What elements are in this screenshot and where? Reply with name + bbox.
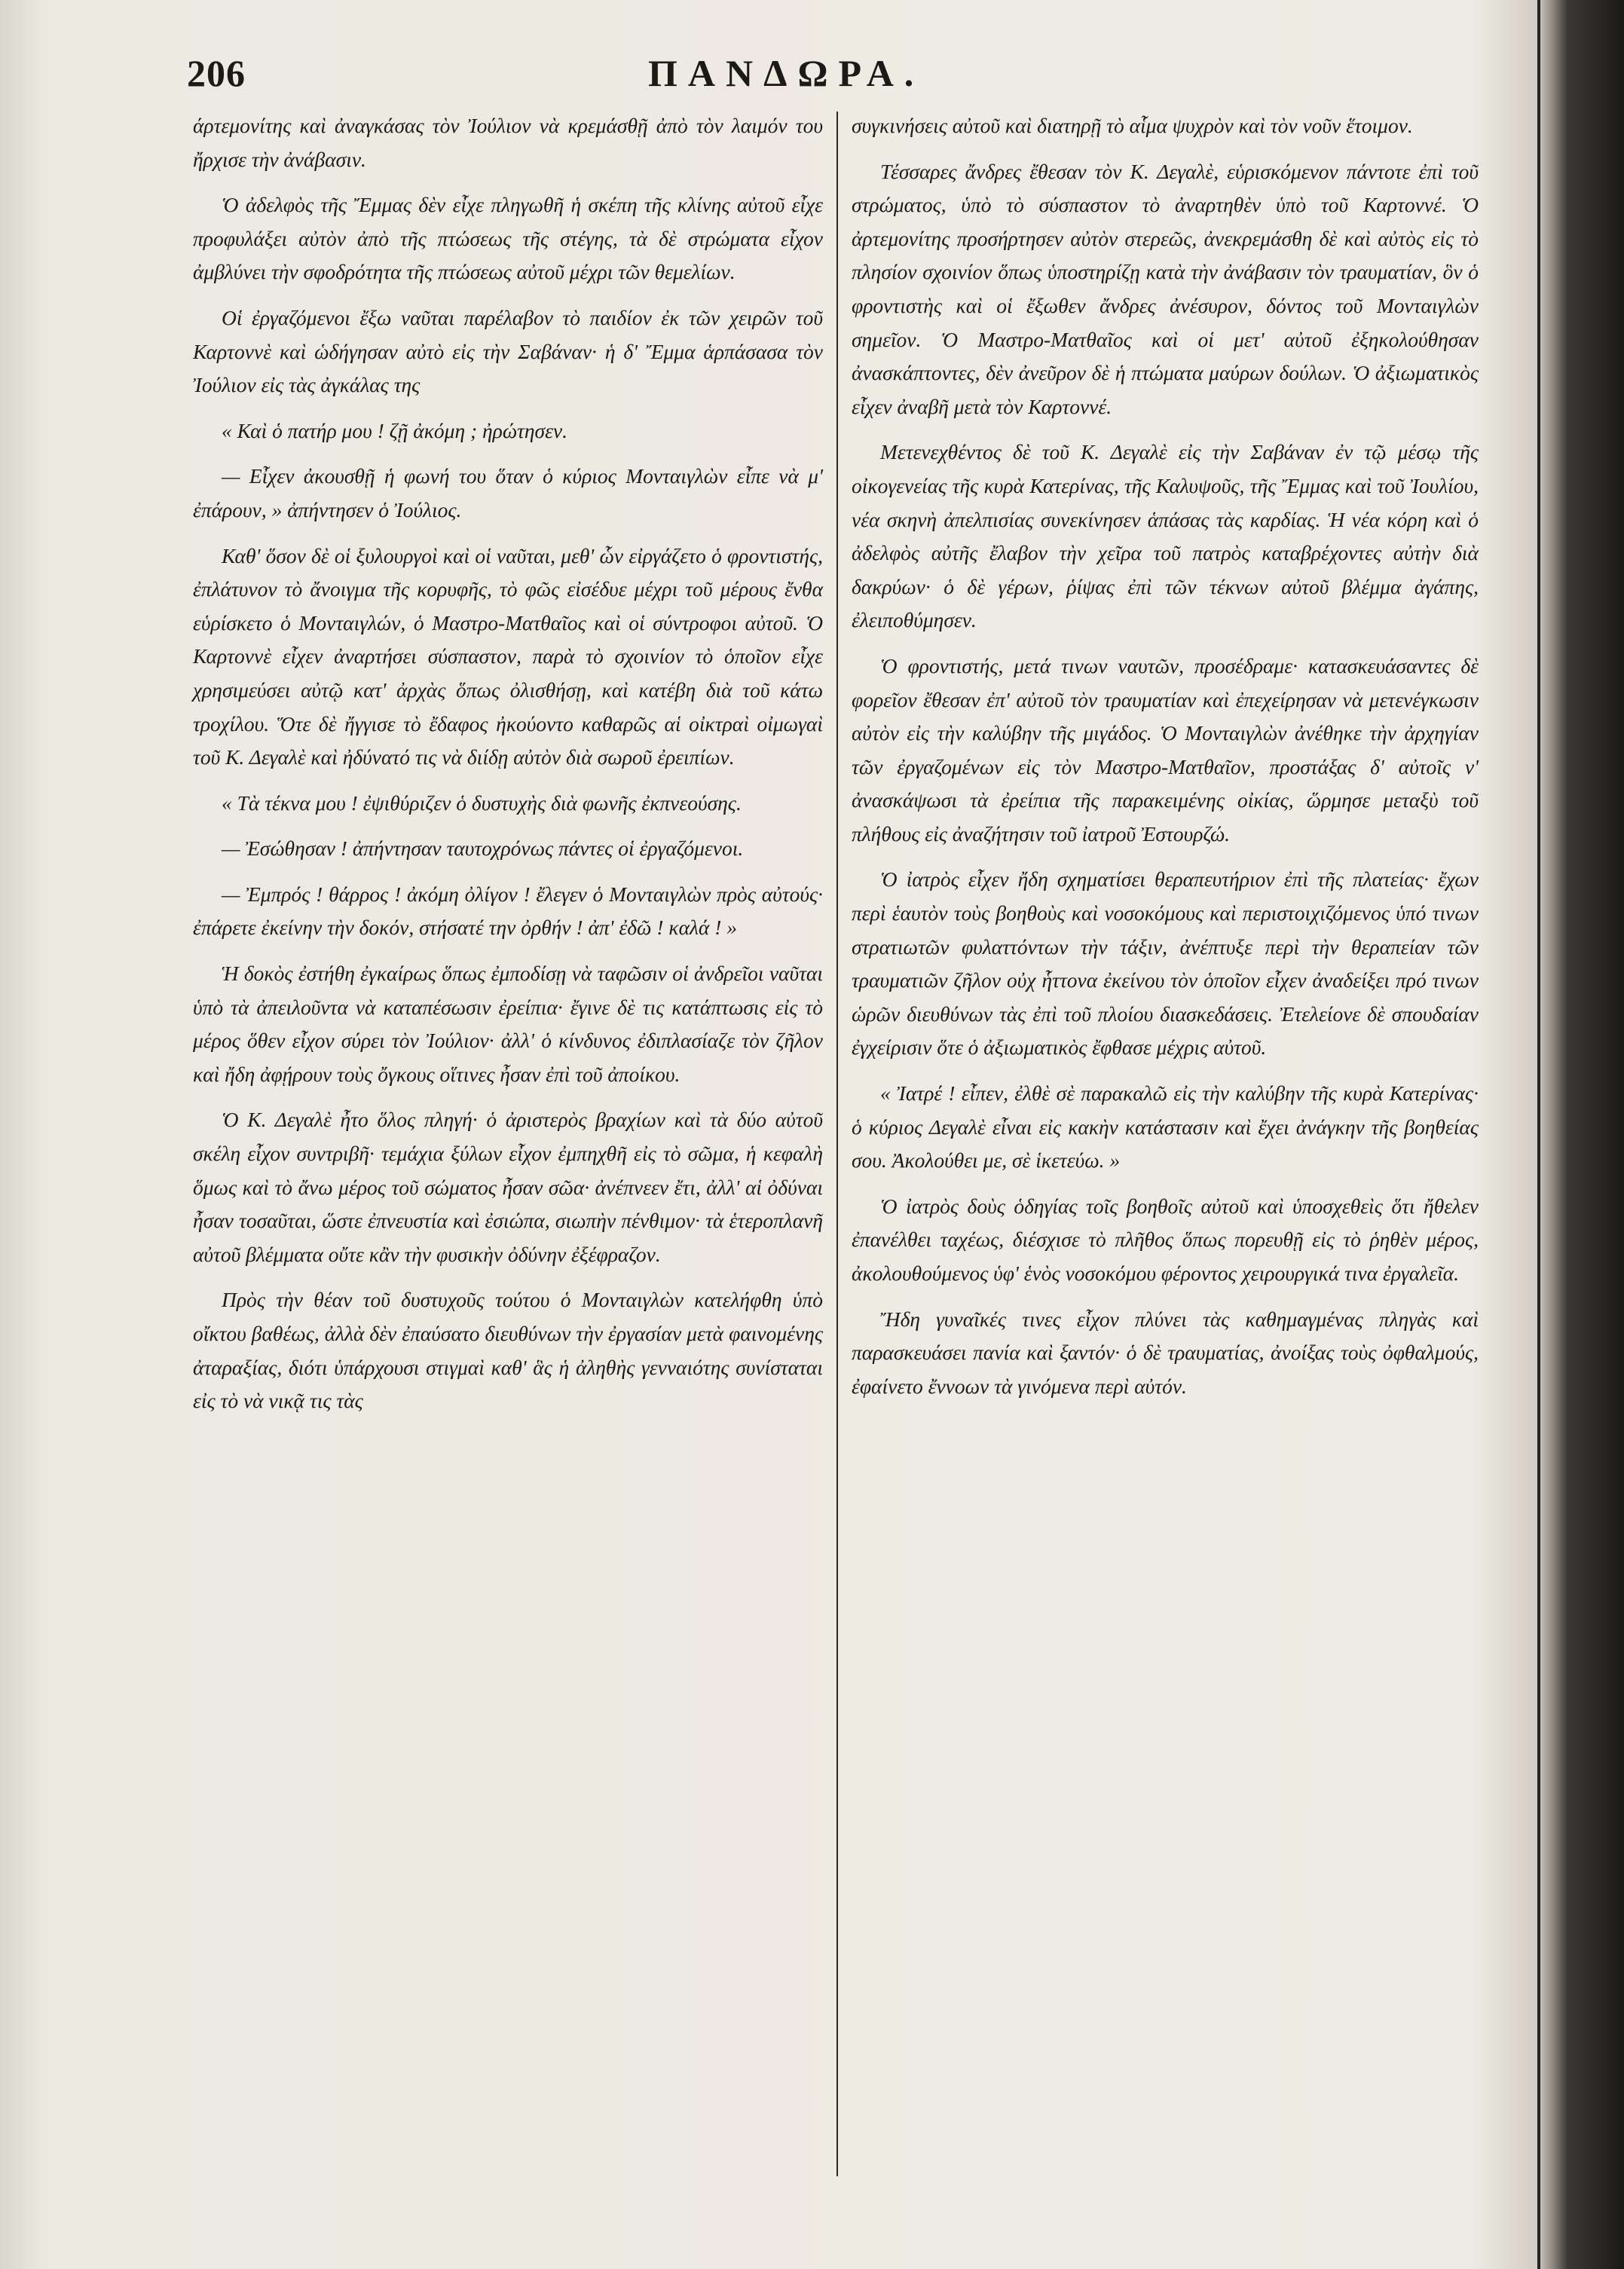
paragraph: Ὁ Κ. Δεγαλὲ ἦτο ὅλος πληγή· ὁ ἀριστερὸς βραχίων καὶ τὰ δύο αὐτοῦ σκέλη εἶχον συντριβῆ· τεμάχια ξύλων εἶχον ἐμπηχθῆ εἰς τὸ σῶμα, ἡ κεφαλὴ ὅμως καὶ τὸ ἄνω μέρος τοῦ σώματος ἦσαν σῶα· ἀνέπνεεν ἔτι, ἀλλ' αἱ ὀδύναι ἦσαν τοσαῦται, ὥστε ἐπνευστία καὶ ἐσιώπα, σιωπὴν πένθιμον· τὰ ἑτεροπλανῆ αὐτοῦ βλέμματα οὔτε κἂν τὴν φυσικὴν ὀδύνην ἐξέφραζον.	[193, 1108, 823, 1266]
page-edge-shadow	[1537, 0, 1540, 2269]
page-number: 206	[187, 52, 246, 94]
paragraph: « Ἰατρέ ! εἶπεν, ἐλθὲ σὲ παρακαλῶ εἰς τὴν καλύβην τῆς κυρὰ Κατερίνας· ὁ κύριος Δεγαλὲ εἶναι εἰς κακὴν κατάστασιν καὶ ἔχει ἀνάγκην τῆς βοηθείας σου. Ἀκολούθει με, σὲ ἱκετεύω. »	[852, 1081, 1479, 1173]
paragraph: συγκινήσεις αὐτοῦ καὶ διατηρῇ τὸ αἷμα ψυχρὸν καὶ τὸν νοῦν ἕτοιμον.	[852, 114, 1413, 137]
page-header	[0, 45, 1537, 98]
paragraph: « Τὰ τέκνα μου ! ἐψιθύριζεν ὁ δυστυχὴς διὰ φωνῆς ἐκπνεούσης.	[222, 790, 742, 815]
running-title: ΠΑΝΔΩΡΑ.	[648, 52, 925, 94]
paragraph: άρτεμονίτης καὶ ἀναγκάσας τὸν Ἰούλιον νὰ κρεμάσθῇ ἀπὸ τὸν λαιμόν του ἤρχισε τὴν ἀνάβασιν.	[193, 114, 823, 171]
paragraph: Ἡ δοκὸς ἐστήθη ἐγκαίρως ὅπως ἐμποδίσῃ νὰ ταφῶσιν οἱ ἀνδρεῖοι ναῦται ὑπὸ τὰ ἀπειλοῦντα νὰ καταπέσωσιν ἐρείπια· ἔγινε δὲ τις κατάπτωσις εἰς τὸ μέρος ὅθεν εἶχον σύρει τὸν Ἰούλιον· ἀλλ' ὁ κίνδυνος ἐδιπλασίαζε τὸν ζῆλον καὶ ἤδη ἀφῄρουν τοὺς ὄγκους οἵτινες ἦσαν ἐπὶ τοῦ ἀποίκου.	[193, 962, 823, 1086]
paragraph: Ὁ φροντιστής, μετά τινων ναυτῶν, προσέδραμε· κατασκευάσαντες δὲ φορεῖον ἔθεσαν ἐπ' αὐτοῦ τὸν τραυματίαν καὶ ἐπεχείρησαν νὰ μετενέγκωσιν αὐτὸν εἰς τὴν καλύβην τῆς μιγάδος. Ὁ Μονταιγλὼν ἀνέθηκε τὴν ἀρχηγίαν τῶν ἐργαζομένων εἰς τὸν Μαστρο-Ματθαῖον, προστάξας δ' αὐτοῖς ν' ἀνασκάψωσι τὰ ἐρείπια τῆς παρακειμένης οἰκίας, ὥρμησε μεταξὺ τοῦ πλήθους εἰς ἀναζήτησιν τοῦ ἰατροῦ Ἐστουρζώ.	[852, 653, 1479, 846]
paragraph: Ὁ ἰατρὸς δοὺς ὁδηγίας τοῖς βοηθοῖς αὐτοῦ καὶ ὑποσχεθεὶς ὅτι ἤθελεν ἐπανέλθει ταχέως, διέσχισε τὸ πλῆθος ὅπως πορευθῇ εἰς τὸ ῥηθὲν μέρος, ἀκολουθούμενος ὑφ' ἑνὸς νοσοκόμου φέροντος χειρουργικά τινα ἐργαλεῖα.	[852, 1194, 1479, 1285]
paragraph: Ἤδη γυναῖκές τινες εἶχον πλύνει τὰς καθημαγμένας πληγὰς καὶ παρασκευάσει πανία καὶ ξαντόν· ὁ δὲ τραυματίας, ἀνοίξας τοὺς ὀφθαλμούς, ἐφαίνετο ἔννοων τὰ γινόμενα περὶ αὐτόν.	[852, 1307, 1479, 1398]
paragraph: Οἱ ἐργαζόμενοι ἔξω ναῦται παρέλαβον τὸ παιδίον ἐκ τῶν χειρῶν τοῦ Καρτοννὲ καὶ ὡδήγησαν αὐτὸ εἰς τὴν Σαβάναν· ἡ δ' Ἔμμα ἁρπάσασα τὸν Ἰούλιον εἰς τὰς ἀγκάλας της	[193, 305, 823, 397]
paragraph: Τέσσαρες ἄνδρες ἔθεσαν τὸν Κ. Δεγαλὲ, εὑρισκόμενον πάντοτε ἐπὶ τοῦ στρώματος, ὑπὸ τὸ σύσπαστον τὸ ἀναρτηθὲν ὑπὸ τοῦ Καρτοννέ. Ὁ ἀρτεμονίτης προσήρτησεν αὐτὸν στερεῶς, ἀνεκρεμάσθη δὲ καὶ αὐτὸς εἰς τὸ πλησίον σχοινίον ὅπως ὑποστηρίζῃ κατὰ τὴν ἀνάβασιν τὸν τραυματίαν, ὃν ὁ φροντιστὴς καὶ οἱ ἔξωθεν ἄνδρες ἀνέσυρον, δόντος τοῦ Μονταιγλὼν σημεῖον. Ὁ Μαστρο-Ματθαῖος καὶ οἱ μετ' αὐτοῦ ἐξηκολούθησαν ἀνασκάπτοντες, δὲν ἀνεῦρον δὲ ἡ πτώματα μαύρων δούλων. Ὁ ἀξιωματικὸς εἶχεν ἀναβῆ μετὰ τὸν Καρτοννέ.	[852, 159, 1479, 418]
paragraph: Ὁ ἀδελφὸς τῆς Ἔμμας δὲν εἶχε πληγωθῆ ἡ σκέπη τῆς κλίνης αὐτοῦ εἶχε προφυλάξει αὐτὸν ἀπὸ τῆς πτώσεως τῆς στέγης, τὰ δὲ στρώματα εἶχον ἀμβλύνει τὴν σφοδρότητα τῆς πτώσεως αὐτοῦ μέχρι τῶν θεμελίων.	[193, 193, 823, 284]
paragraph: Μετενεχθέντος δὲ τοῦ Κ. Δεγαλὲ εἰς τὴν Σαβάναν ἐν τῷ μέσῳ τῆς οἰκογενείας τῆς κυρὰ Κατερίνας, τῆς Καλυψοῦς, τῆς Ἔμμας καὶ τοῦ Ἰουλίου, νέα σκηνὴ ἀπελπισίας συνεκίνησεν ἁπάσας τὰς καρδίας. Ἡ νέα κόρη καὶ ὁ ἀδελφὸς αὐτῆς ἔλαβον τὴν χεῖρα τοῦ πατρὸς καταβρέχοντες αὐτὴν διὰ δακρύων· ὁ δὲ γέρων, ῥίψας ἐπὶ τῶν τέκνων αὐτοῦ βλέμμα ἀγάπης, ἐλειποθύμησεν.	[852, 440, 1479, 632]
column-divider	[836, 112, 838, 2176]
paragraph: — Ἐσώθησαν ! ἀπήντησαν ταυτοχρόνως πάντες οἱ ἐργαζόμενοι.	[222, 836, 744, 861]
paragraph: — Εἶχεν ἀκουσθῇ ἡ φωνή του ὅταν ὁ κύριος Μονταιγλὼν εἶπε νὰ μ' ἐπάρουν, » ἀπήντησεν ὁ Ἰούλιος.	[193, 464, 823, 521]
paragraph: — Ἐμπρός ! θάρρος ! ἀκόμη ὀλίγον ! ἔλεγεν ὁ Μονταιγλὼν πρὸς αὐτούς· ἐπάρετε ἐκείνην τὴν δοκόν, στήσατέ την ὀρθήν ! ἀπ' ἐδῶ ! καλά ! »	[193, 882, 823, 940]
paragraph: Πρὸς τὴν θέαν τοῦ δυστυχοῦς τούτου ὁ Μονταιγλὼν κατελήφθη ὑπὸ οἴκτου βαθέως, ἀλλὰ δὲν ἐπαύσατο διευθύνων τὴν ἐργασίαν μετὰ φαινομένης ἀταραξίας, διότι ὑπάρχουσι στιγμαὶ καθ' ἃς ἡ ἀληθὴς γενναιότης συνίσταται εἰς τὸ νὰ νικᾷ τις τὰς	[193, 1288, 823, 1413]
left-column	[193, 109, 823, 1430]
paragraph: « Καὶ ὁ πατήρ μου ! ζῇ ἀκόμη ; ἠρώτησεν.	[222, 418, 567, 442]
paragraph: Ὁ ἰατρὸς εἶχεν ἤδη σχηματίσει θεραπευτήριον ἐπὶ τῆς πλατείας· ἔχων περὶ ἑαυτὸν τοὺς βοηθοὺς καὶ νοσοκόμους καὶ περιστοιχιζόμενος ὑπό τινων στρατιωτῶν φυλαττόντων τὴν τάξιν, ἀνέπτυξε περὶ τὴν θεραπείαν τῶν τραυματιῶν ζῆλον οὐχ ἧττονα ἐκείνου τὸν ὁποῖον εἶχεν ἀναδείξει πρό τινων ὡρῶν διευθύνων τὰς ἐπὶ τοῦ πλοίου διασκεδάσεις. Ἐτελείονε δὲ σπουδαίαν ἐγχείρισιν ὅτε ὁ ἀξιωματικὸς ἔφθασε μέχρις αὐτοῦ.	[852, 867, 1479, 1060]
right-column	[852, 109, 1479, 1415]
paragraph: Καθ' ὅσον δὲ οἱ ξυλουργοὶ καὶ οἱ ναῦται, μεθ' ὧν εἰργάζετο ὁ φροντιστής, ἐπλάτυνον τὸ ἄνοιγμα τῆς κορυφῆς, τὸ φῶς εἰσέδυε μέχρι τοῦ μέρους ἔνθα εὑρίσκετο ὁ Μονταιγλών, ὁ Μαστρο-Ματθαῖος καὶ οἱ σύντροφοι αὐτοῦ. Ὁ Καρτοννὲ εἶχεν ἀναρτήσει σύσπαστον, παρὰ τὸ σχοινίον τὸ ὁποῖον εἶχε χρησιμεύσει αὐτῷ κατ' ἀρχὰς ὅπως ὀλισθήσῃ, καὶ κατέβη διὰ τοῦ κάτω τροχίλου. Ὅτε δὲ ἤγγισε τὸ ἔδαφος ἠκούοντο καθαρῶς αἱ οἰκτραὶ οἰμωγαὶ τοῦ Κ. Δεγαλὲ καὶ ἠδύνατό τις νὰ διίδῃ αὐτὸν διὰ σωροῦ ἐρειπίων.	[193, 543, 823, 769]
